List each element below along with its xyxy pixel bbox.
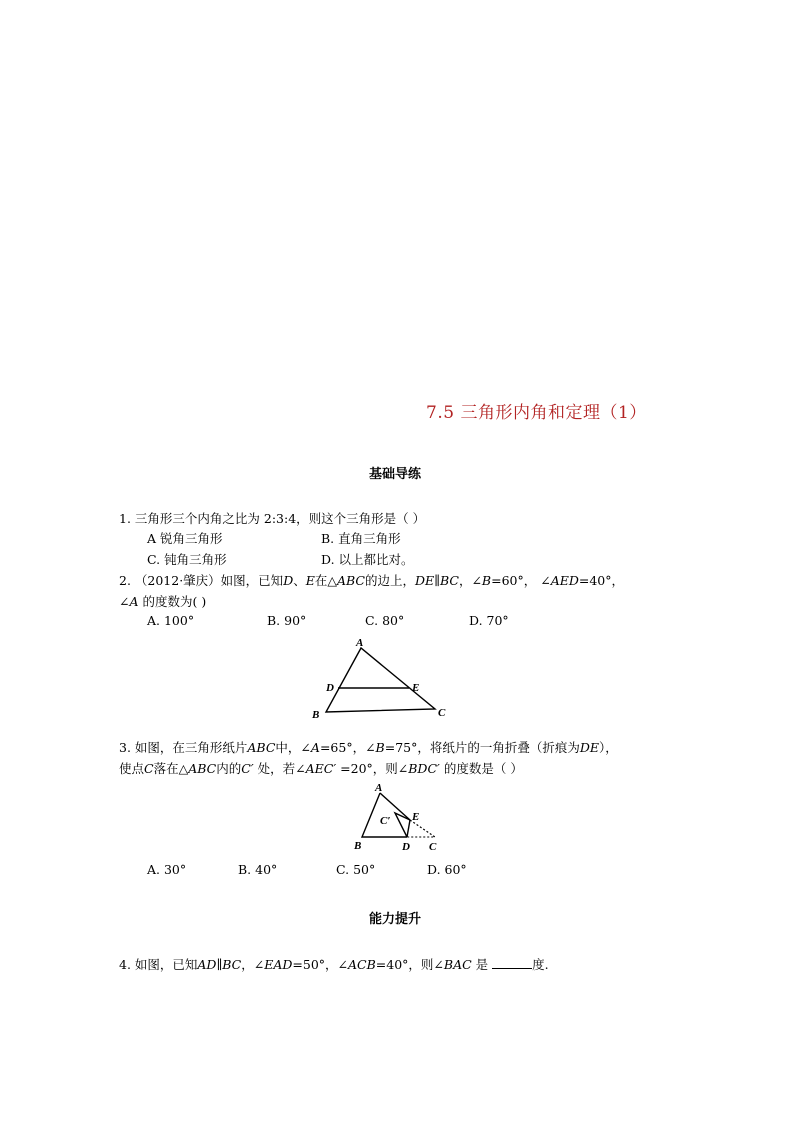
label-b: B [354,840,362,852]
q3-option-d: D. 60° [427,862,467,877]
q2-option-c: C. 80° [365,613,405,628]
q3-stem-line1: 3. 如图，在三角形纸片ABC中，∠A=65°，∠B=75°，将纸片的一角折叠（折痕为DE）， [119,740,618,755]
answer-blank[interactable] [492,956,532,969]
q2-option-a: A. 100° [147,613,195,628]
label-c: C [429,841,437,853]
q2-stem-line1: 2. （2012·肇庆）如图，已知D、E在△ABC的边上，DE∥BC，∠B=60°， ∠AED=40°， [119,573,625,588]
label-e: E [412,811,420,823]
q3-stem-line2: 使点C落在△ABC内的C′ 处，若∠AEC′ =20°，则∠BDC′ 的度数是（ ） [119,761,523,776]
label-a: A [356,637,364,649]
label-e: E [412,682,420,694]
q3-option-c: C. 50° [336,862,376,877]
label-c: C [438,707,446,719]
section-ability: 能力提升 [369,912,422,927]
q3-fold-figure [350,780,450,856]
q1-option-b: B. 直角三角形 [321,531,401,546]
label-c-prime: C′ [380,815,391,827]
label-d: D [402,841,410,853]
q1-option-d: D. 以上都比对。 [321,552,414,567]
q1-option-c: C. 钝角三角形 [147,552,227,567]
label-d: D [326,682,334,694]
fold-line-de [407,820,410,837]
q2-triangle-figure [305,634,455,722]
label-a: A [375,782,383,794]
page-title: 7.5 三角形内角和定理（1） [426,403,647,423]
q3-option-b: B. 40° [238,862,278,877]
q4-stem: 4. 如图，已知AD∥BC，∠EAD=50°，∠ACB=40°，则∠BAC 是 度. [119,957,549,972]
q1-stem: 1. 三角形三个内角之比为 2:3:4，则这个三角形是（ ） [119,511,426,526]
q2-option-b: B. 90° [267,613,307,628]
label-b: B [312,709,320,721]
q3-option-a: A. 30° [147,862,187,877]
triangle-abc [326,648,435,712]
q1-option-a: A 锐角三角形 [147,531,223,546]
q2-stem-line2: ∠A 的度数为( ) [119,594,207,609]
q2-option-d: D. 70° [469,613,509,628]
section-basic: 基础导练 [369,467,422,482]
